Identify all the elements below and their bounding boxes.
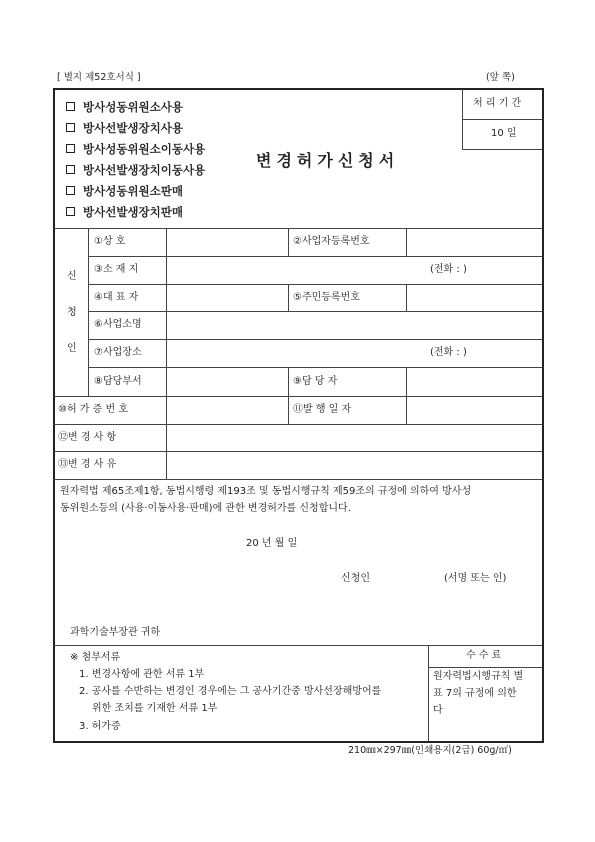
label-change-reason: ⑬변 경 사 유	[58, 459, 117, 470]
col-line	[406, 284, 407, 311]
row-line	[88, 339, 542, 340]
option-item[interactable]: 방사성동위원소사용	[66, 100, 205, 114]
option-item[interactable]: 방사성동위원소판매	[66, 184, 205, 198]
label-issue-date: ⑪발 행 일 자	[293, 404, 352, 415]
label-resident-reg-no: ⑤주민등록번호	[293, 292, 360, 303]
checkbox-icon[interactable]	[66, 186, 75, 195]
row-line	[428, 667, 542, 668]
checkbox-icon[interactable]	[66, 102, 75, 111]
row-line	[54, 228, 542, 229]
checkbox-icon[interactable]	[66, 144, 75, 153]
applicant-group-char: 신	[67, 271, 77, 282]
manager-input[interactable]	[408, 369, 540, 395]
checkbox-icon[interactable]	[66, 165, 75, 174]
site-location-input[interactable]	[168, 341, 423, 366]
frame-top	[53, 88, 544, 90]
label-change-items: ⑫변 경 사 항	[58, 432, 117, 443]
paper-spec: 210㎜×297㎜(인쇄용지(2급) 60g/㎡)	[348, 745, 512, 756]
col-line	[406, 228, 407, 256]
option-item[interactable]: 방사성동위원소이동사용	[66, 142, 205, 156]
label-site-location: ⑦사업장소	[94, 347, 142, 358]
row-line	[88, 367, 542, 368]
date-line: 20 년 월 일	[246, 538, 298, 549]
attachment-item: 2. 공사를 수반하는 변경인 경우에는 그 공사기간중 방사선장해방어를	[79, 686, 382, 697]
col-line	[288, 367, 289, 424]
business-reg-no-input[interactable]	[408, 230, 540, 255]
signature-note: (서명 또는 인)	[444, 573, 507, 584]
fee-label: 수 수 료	[466, 650, 502, 661]
applicant-group-char: 청	[67, 307, 77, 318]
row-line	[54, 645, 542, 646]
col-line	[166, 228, 167, 479]
row-line	[54, 451, 542, 452]
representative-input[interactable]	[168, 286, 286, 310]
fee-text: 원자력법시행규칙 별	[433, 671, 524, 682]
processing-label: 처 리 기 간	[473, 98, 522, 109]
attachment-item: 3. 허가증	[79, 721, 121, 732]
applicant-group-char: 인	[67, 343, 77, 354]
attachments-title: ※ 첨부서류	[70, 652, 121, 663]
option-item[interactable]: 방사선발생장치이동사용	[66, 163, 205, 177]
phone-field-1: (전화 : )	[430, 264, 467, 275]
col-line	[288, 228, 289, 256]
permit-number-input[interactable]	[168, 398, 286, 423]
statement-line: 동위원소등의 (사용·이동사용·판매)에 관한 변경허가를 신청합니다.	[60, 503, 351, 514]
address-input[interactable]	[168, 258, 423, 283]
phone-field-2: (전화 : )	[430, 347, 467, 358]
col-line	[88, 228, 89, 396]
col-line	[428, 645, 429, 741]
signer-label: 신청인	[341, 573, 370, 584]
checkbox-icon[interactable]	[66, 207, 75, 216]
statement-line: 원자력법 제65조제1항, 동법시행령 제193조 및 동법시행규칙 제59조의 규정에 의하여 방사성	[60, 486, 472, 497]
row-line	[54, 396, 542, 397]
option-item[interactable]: 방사선발생장치판매	[66, 205, 205, 219]
form-title: 변경허가신청서	[256, 151, 400, 170]
row-line	[88, 311, 542, 312]
attachment-item: 1. 변경사항에 관한 서류 1부	[79, 669, 205, 680]
processing-box-mid	[462, 119, 542, 120]
frame-right	[542, 88, 544, 743]
attachment-item: 위한 조치를 기재한 서류 1부	[92, 703, 218, 714]
label-address: ③소 재 지	[94, 264, 139, 275]
col-line	[288, 284, 289, 311]
site-name-input[interactable]	[168, 313, 540, 338]
processing-box-bottom	[462, 149, 542, 150]
row-line	[88, 284, 542, 285]
label-manager: ⑨담 당 자	[293, 376, 338, 387]
label-permit-number: ⑩허 가 증 번 호	[58, 404, 128, 415]
col-line	[406, 367, 407, 424]
label-business-name: ①상 호	[94, 236, 126, 247]
row-line	[88, 256, 542, 257]
application-type-list	[66, 100, 205, 219]
row-line	[54, 424, 542, 425]
recipient: 과학기술부장관 귀하	[70, 627, 161, 638]
row-line	[54, 479, 542, 480]
issue-date-input[interactable]	[408, 398, 540, 423]
label-department: ⑧담당부서	[94, 376, 142, 387]
option-item[interactable]: 방사선발생장치사용	[66, 121, 205, 135]
label-representative: ④대 표 자	[94, 292, 139, 303]
label-site-name: ⑥사업소명	[94, 319, 142, 330]
change-reason-input[interactable]	[168, 453, 540, 478]
resident-reg-no-input[interactable]	[408, 286, 540, 310]
checkbox-icon[interactable]	[66, 123, 75, 132]
page-side: (앞 쪽)	[486, 72, 515, 83]
department-input[interactable]	[168, 369, 286, 395]
fee-text: 표 7의 규정에 의한	[433, 688, 517, 699]
processing-value: 10 일	[491, 128, 517, 139]
fee-text: 다	[433, 705, 443, 716]
change-items-input[interactable]	[168, 426, 540, 450]
label-business-reg-no: ②사업자등록번호	[293, 236, 370, 247]
frame-bottom	[53, 741, 544, 743]
form-number: [ 별지 제52호서식 ]	[57, 72, 141, 83]
business-name-input[interactable]	[168, 230, 286, 255]
